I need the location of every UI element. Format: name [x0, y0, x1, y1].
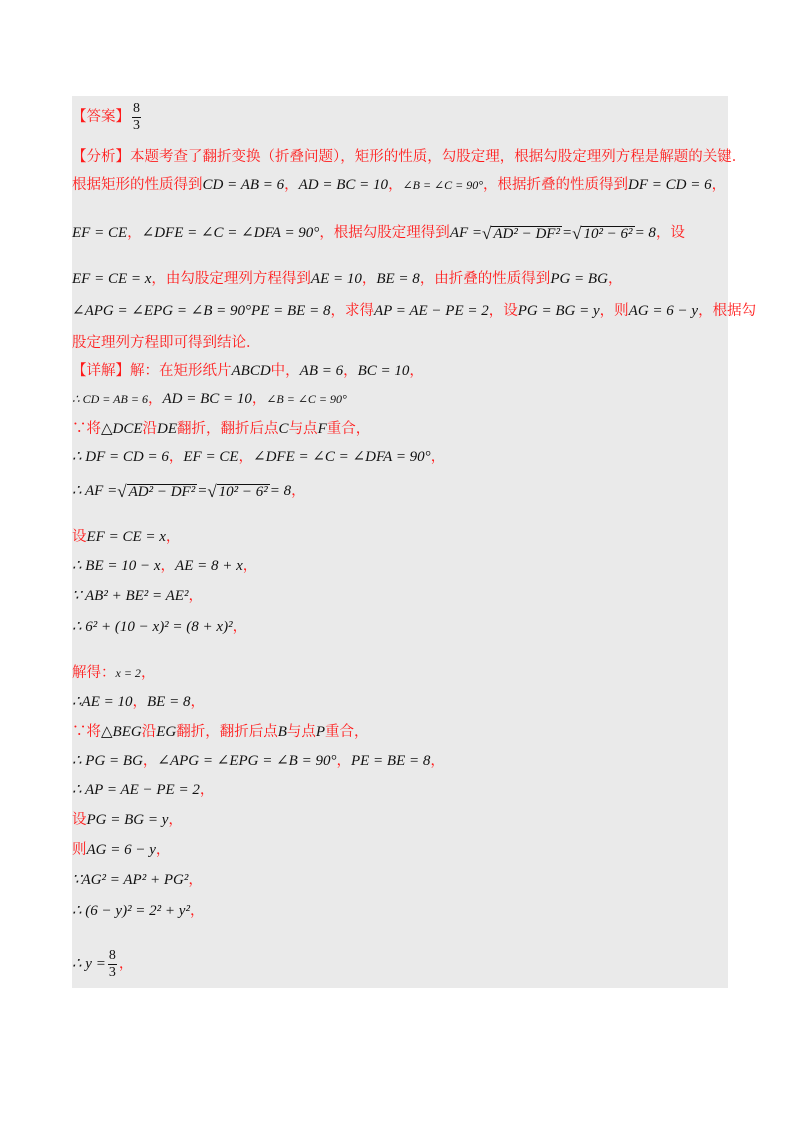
- math-expr: EF = CE: [183, 448, 239, 465]
- detail-line-13: [72, 746, 728, 776]
- punct: ，: [189, 902, 205, 919]
- math-expr: C: [278, 420, 289, 437]
- math-expr: ∠DFE = ∠C = ∠DFA = 90°: [141, 224, 320, 241]
- sqrt-expr: [117, 483, 197, 500]
- detail-line-8: [72, 581, 728, 611]
- detail-text: 设: [72, 811, 87, 828]
- detail-text: 解得：: [72, 664, 116, 681]
- detail-line-6: [72, 522, 728, 552]
- math-expr: CD = AB = 6: [202, 176, 285, 193]
- math-expr: B: [277, 723, 287, 740]
- math-expr: PG = BG = y: [517, 302, 600, 319]
- math-expr: ∴ (6 − y)² = 2² + y²: [72, 902, 190, 919]
- math-expr: ∵AG² = AP² + PG²: [72, 871, 189, 888]
- answer-label: 【答案】: [72, 108, 130, 125]
- detail-line-9: [72, 612, 728, 642]
- radicand: AD² − DF²: [128, 483, 196, 500]
- punct: ，: [361, 270, 377, 287]
- punct: ，: [155, 841, 171, 858]
- detail-line-4: [72, 442, 728, 472]
- analysis-text-1: 本题考查了翻折变换（折叠问题），矩形的性质，勾股定理，根据勾股定理列方程是解题的关键．: [130, 148, 747, 165]
- analysis-text: ，由勾股定理列方程得到: [151, 270, 311, 287]
- detail-line-18: [72, 896, 728, 926]
- analysis-text: ，设: [655, 224, 685, 241]
- math-expr: ∴ y =: [72, 955, 106, 972]
- detail-line-2: [72, 384, 728, 414]
- answer-denominator: 3: [133, 117, 140, 133]
- punct: ，: [711, 176, 727, 193]
- detail-line-1: [72, 356, 728, 386]
- detail-text: 翻折，翻折后点: [177, 420, 279, 437]
- punct: ，: [147, 390, 163, 407]
- detail-line-7: [72, 551, 728, 581]
- analysis-text: ，根据勾: [698, 302, 757, 319]
- math-expr: PE = BE = 8: [350, 752, 431, 769]
- sqrt-expr: [572, 225, 634, 242]
- detail-text: 设: [72, 528, 87, 545]
- math-expr: △BEG: [101, 723, 142, 740]
- math-expr: EF = CE = x: [72, 270, 152, 287]
- math-expr: x = 2: [115, 666, 141, 680]
- detail-text: 中，: [270, 362, 300, 379]
- math-expr: ∠DFE = ∠C = ∠DFA = 90°: [253, 448, 431, 465]
- punct: ，: [127, 224, 142, 241]
- punct: ，: [430, 448, 446, 465]
- punct: ，: [168, 811, 183, 828]
- punct: ，: [251, 390, 267, 407]
- punct: ，: [242, 557, 258, 574]
- detail-text: 沿: [141, 723, 157, 740]
- analysis-text: ，设: [488, 302, 518, 319]
- punct: ，: [409, 362, 424, 379]
- math-expr: ∠B = ∠C = 90°: [266, 392, 347, 406]
- analysis-line-3: [72, 218, 728, 248]
- math-expr: EF = CE: [72, 224, 128, 241]
- detail-text: ∵将: [72, 723, 101, 740]
- math-expr: BE = 8: [147, 693, 191, 710]
- punct: ，: [336, 752, 351, 769]
- detail-line-19: [72, 944, 728, 984]
- math-expr: AE = 10: [310, 270, 362, 287]
- math-expr: AB = 6: [299, 362, 344, 379]
- final-fraction: [108, 949, 117, 980]
- punct: ，: [238, 448, 253, 465]
- math-expr: P: [315, 723, 326, 740]
- punct: ，: [160, 557, 176, 574]
- math-expr: △DCE: [101, 420, 143, 437]
- punct: ，: [291, 482, 306, 499]
- answer-fraction: [132, 102, 141, 133]
- punct: ，: [142, 752, 158, 769]
- detail-text: 重合，: [325, 723, 369, 740]
- analysis-text: 股定理列方程即可得到结论．: [72, 334, 261, 351]
- detail-line-14: [72, 775, 728, 805]
- math-expr: AG = 6 − y: [86, 841, 156, 858]
- detail-line-17: [72, 865, 728, 895]
- math-expr: ∠B = ∠C = 90°: [402, 178, 483, 192]
- math-expr: AP = AE − PE = 2: [373, 302, 489, 319]
- math-expr: AD = BC = 10: [298, 176, 389, 193]
- math-expr: =: [197, 482, 208, 499]
- punct: ，: [188, 587, 203, 604]
- analysis-line-4: [72, 264, 728, 294]
- math-expr: ∠APG = ∠EPG = ∠B = 90°PE = BE = 8: [72, 302, 331, 319]
- punct: ，: [168, 448, 184, 465]
- punct: ，: [188, 871, 203, 888]
- math-expr: BC = 10: [357, 362, 410, 379]
- detail-line-3: [72, 414, 728, 444]
- math-expr: ∴ AF =: [72, 482, 118, 499]
- math-expr: AF =: [449, 224, 483, 241]
- punct: ，: [388, 176, 403, 193]
- math-expr: ∴AE = 10: [72, 693, 133, 710]
- math-expr: ∴ AP = AE − PE = 2: [72, 781, 200, 798]
- analysis-text: ，根据勾股定理得到: [319, 224, 450, 241]
- sqrt-expr: [482, 225, 562, 242]
- analysis-text: ，求得: [330, 302, 374, 319]
- radical-icon: √: [207, 481, 217, 501]
- analysis-line-1: [72, 142, 747, 172]
- analysis-label: 【分析】: [72, 148, 130, 165]
- detail-text: 重合，: [326, 420, 371, 437]
- answer-numerator: 8: [133, 100, 140, 116]
- detail-line-11: [72, 687, 728, 717]
- math-expr: BE = 8: [376, 270, 420, 287]
- detail-text: 沿: [142, 420, 158, 437]
- punct: ，: [343, 362, 358, 379]
- sqrt-expr: [207, 483, 269, 500]
- radical-icon: √: [117, 481, 127, 501]
- detail-text: 则: [72, 841, 87, 858]
- math-expr: ABCD: [231, 362, 271, 379]
- detail-line-5: [72, 476, 728, 506]
- punct: ，: [232, 618, 248, 635]
- detail-text: 翻折，翻折后点: [176, 723, 278, 740]
- analysis-line-6: [72, 328, 728, 358]
- math-expr: ∴ CD = AB = 6: [72, 392, 148, 406]
- math-expr: ∵ AB² + BE² = AE²: [72, 587, 189, 604]
- punct: ，: [607, 270, 623, 287]
- detail-text: 解：在矩形纸片: [130, 362, 232, 379]
- detail-line-12: [72, 717, 728, 747]
- math-expr: ∴ BE = 10 − x: [72, 557, 161, 574]
- math-expr: PG = BG: [550, 270, 608, 287]
- radical-icon: √: [482, 223, 492, 243]
- analysis-line-5: [72, 296, 757, 326]
- analysis-line-2: [72, 170, 728, 200]
- radical-icon: √: [572, 223, 582, 243]
- final-numerator: 8: [108, 947, 116, 963]
- detail-text: 与点: [286, 723, 316, 740]
- math-expr: =: [561, 224, 573, 241]
- detail-text: ∵将: [72, 420, 101, 437]
- final-denominator: 3: [108, 964, 116, 980]
- analysis-text: ，由折叠的性质得到: [419, 270, 551, 287]
- math-expr: DE: [157, 420, 178, 437]
- math-expr: ∠APG = ∠EPG = ∠B = 90°: [157, 752, 337, 769]
- math-expr: F: [317, 420, 327, 437]
- math-expr: AE = 8 + x: [175, 557, 243, 574]
- analysis-text: 根据矩形的性质得到: [72, 176, 203, 193]
- detail-text: 与点: [288, 420, 318, 437]
- math-expr: ∴ DF = CD = 6: [72, 448, 169, 465]
- punct: ，: [165, 528, 181, 545]
- math-expr: DF = CD = 6: [628, 176, 712, 193]
- math-expr: EF = CE = x: [86, 528, 166, 545]
- analysis-text: ，根据折叠的性质得到: [483, 176, 628, 193]
- detail-label: 【详解】: [72, 362, 130, 379]
- punct: ，: [190, 693, 205, 710]
- radicand: AD² − DF²: [493, 225, 560, 242]
- detail-line-10: [72, 658, 728, 688]
- punct: ，: [430, 752, 445, 769]
- punct: ，: [132, 693, 147, 710]
- radicand: 10² − 6²: [583, 225, 633, 242]
- math-expr: AG = 6 − y: [628, 302, 699, 319]
- answer-line: [72, 97, 728, 137]
- punct: ，: [140, 664, 156, 681]
- math-expr: PG = BG = y: [86, 811, 169, 828]
- math-expr: ∴ 6² + (10 − x)² = (8 + x)²: [72, 618, 233, 635]
- math-expr: = 8: [634, 224, 656, 241]
- punct: ，: [284, 176, 299, 193]
- math-expr: ∴ PG = BG: [72, 752, 143, 769]
- detail-line-16: [72, 835, 728, 865]
- punct: ，: [199, 781, 215, 798]
- math-expr: AD = BC = 10: [162, 390, 252, 407]
- math-expr: EG: [156, 723, 177, 740]
- radicand: 10² − 6²: [218, 483, 268, 500]
- punct: ，: [118, 955, 134, 972]
- detail-line-15: [72, 805, 728, 835]
- math-expr: = 8: [269, 482, 292, 499]
- analysis-text: ，则: [599, 302, 629, 319]
